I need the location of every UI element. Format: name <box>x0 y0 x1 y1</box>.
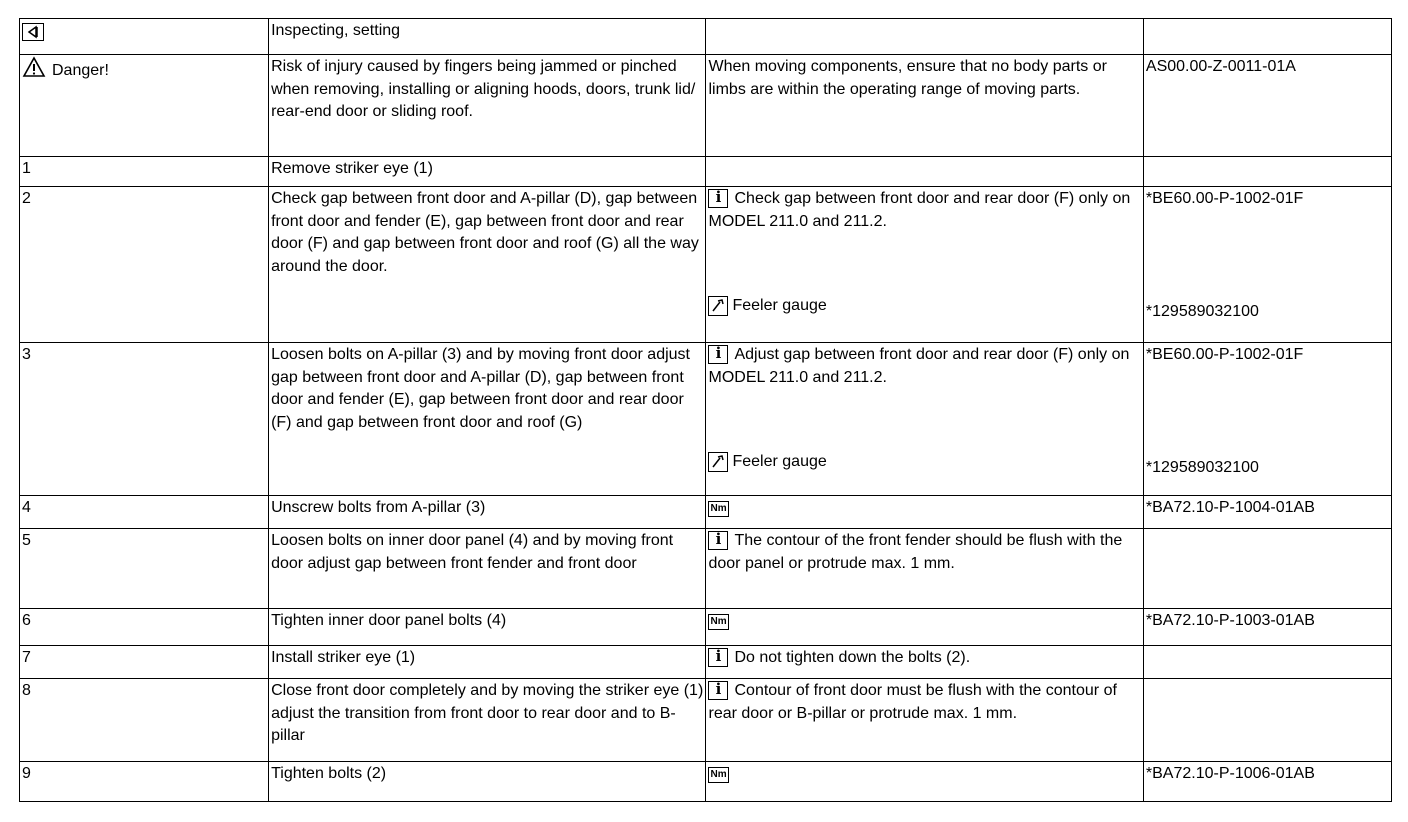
step-number: 2 <box>20 187 269 343</box>
table-row <box>20 157 1392 187</box>
procedure-table <box>19 18 1392 802</box>
step-refs <box>1143 187 1391 343</box>
step-text: Tighten bolts (2) <box>269 762 706 802</box>
table-row-danger <box>20 55 1392 157</box>
step-note: Adjust gap between front door and rear door (F) only on MODEL 211.0 and 211.2. <box>708 346 1130 386</box>
step-number: 3 <box>20 343 269 496</box>
step-text: Install striker eye (1) <box>269 646 706 679</box>
section-title: Inspecting, setting <box>269 19 706 55</box>
step-number: 9 <box>20 762 269 802</box>
back-arrow-icon[interactable] <box>22 23 44 41</box>
step-number: 6 <box>20 609 269 646</box>
tool-icon <box>708 296 728 316</box>
step-notes <box>706 187 1143 343</box>
table-row <box>20 343 1392 496</box>
info-icon: i <box>708 681 728 700</box>
tool-ref[interactable]: *129589032100 <box>1145 458 1259 476</box>
step-ref[interactable]: *BA72.10-P-1004-01AB <box>1143 496 1391 529</box>
torque-icon: Nm <box>708 501 728 517</box>
nav-cell <box>20 19 269 55</box>
table-row-header <box>20 19 1392 55</box>
table-row <box>20 529 1392 609</box>
tool-icon <box>708 452 728 472</box>
step-number: 1 <box>20 157 269 187</box>
danger-label: Danger! <box>52 61 109 79</box>
step-note: Contour of front door must be flush with the contour of rear door or B-pillar or protrude max. 1 mm. <box>708 682 1117 722</box>
table-row <box>20 496 1392 529</box>
info-icon: i <box>708 648 728 667</box>
step-refs <box>1143 343 1391 496</box>
danger-measure: When moving components, ensure that no body parts or limbs are within the operating range of moving parts. <box>706 55 1143 157</box>
torque-icon: Nm <box>708 614 728 630</box>
info-icon: i <box>708 531 728 550</box>
step-text: Loosen bolts on inner door panel (4) and by moving front door adjust gap between front fender and front door <box>269 529 706 609</box>
step-number: 4 <box>20 496 269 529</box>
info-icon: i <box>708 345 728 364</box>
step-note: Check gap between front door and rear door (F) only on MODEL 211.0 and 211.2. <box>708 190 1131 230</box>
warning-triangle-icon <box>22 56 46 86</box>
step-text: Unscrew bolts from A-pillar (3) <box>269 496 706 529</box>
tool-ref[interactable]: *129589032100 <box>1145 302 1259 320</box>
table-row <box>20 762 1392 802</box>
step-number: 7 <box>20 646 269 679</box>
danger-risk: Risk of injury caused by fingers being jammed or pinched when removing, installing or aligning hoods, doors, trunk lid/ rear-end door or sliding roof. <box>269 55 706 157</box>
step-number: 5 <box>20 529 269 609</box>
step-text: Close front door completely and by moving the striker eye (1) adjust the transition from front door to rear door and to B-pillar <box>269 679 706 762</box>
step-number: 8 <box>20 679 269 762</box>
step-ref[interactable]: *BA72.10-P-1003-01AB <box>1143 609 1391 646</box>
torque-icon: Nm <box>708 767 728 783</box>
step-note: Do not tighten down the bolts (2). <box>734 649 971 666</box>
step-notes <box>706 343 1143 496</box>
step-text: Check gap between front door and A-pillar (D), gap between front door and fender (E), gap between front door and rear door (F) and gap between front door and roof (G) all the way around the door. <box>269 187 706 343</box>
step-ref[interactable]: *BE60.00-P-1002-01F <box>1145 190 1304 207</box>
tool-name: Feeler gauge <box>732 453 827 470</box>
step-text: Tighten inner door panel bolts (4) <box>269 609 706 646</box>
danger-ref[interactable]: AS00.00-Z-0011-01A <box>1143 55 1391 157</box>
step-text: Remove striker eye (1) <box>269 157 706 187</box>
table-row <box>20 646 1392 679</box>
table-row <box>20 609 1392 646</box>
step-text: Loosen bolts on A-pillar (3) and by moving front door adjust gap between front door and A-pillar (D), gap between front door and fender (E), gap between front door and rear door (F) and gap between front door and roof (G) <box>269 343 706 496</box>
info-icon: i <box>708 189 728 208</box>
step-ref[interactable]: *BA72.10-P-1006-01AB <box>1143 762 1391 802</box>
table-row <box>20 679 1392 762</box>
danger-cell <box>20 55 269 157</box>
tool-name: Feeler gauge <box>732 297 827 314</box>
step-note: The contour of the front fender should be flush with the door panel or protrude max. 1 mm. <box>708 532 1123 572</box>
step-ref[interactable]: *BE60.00-P-1002-01F <box>1145 346 1304 363</box>
table-row <box>20 187 1392 343</box>
